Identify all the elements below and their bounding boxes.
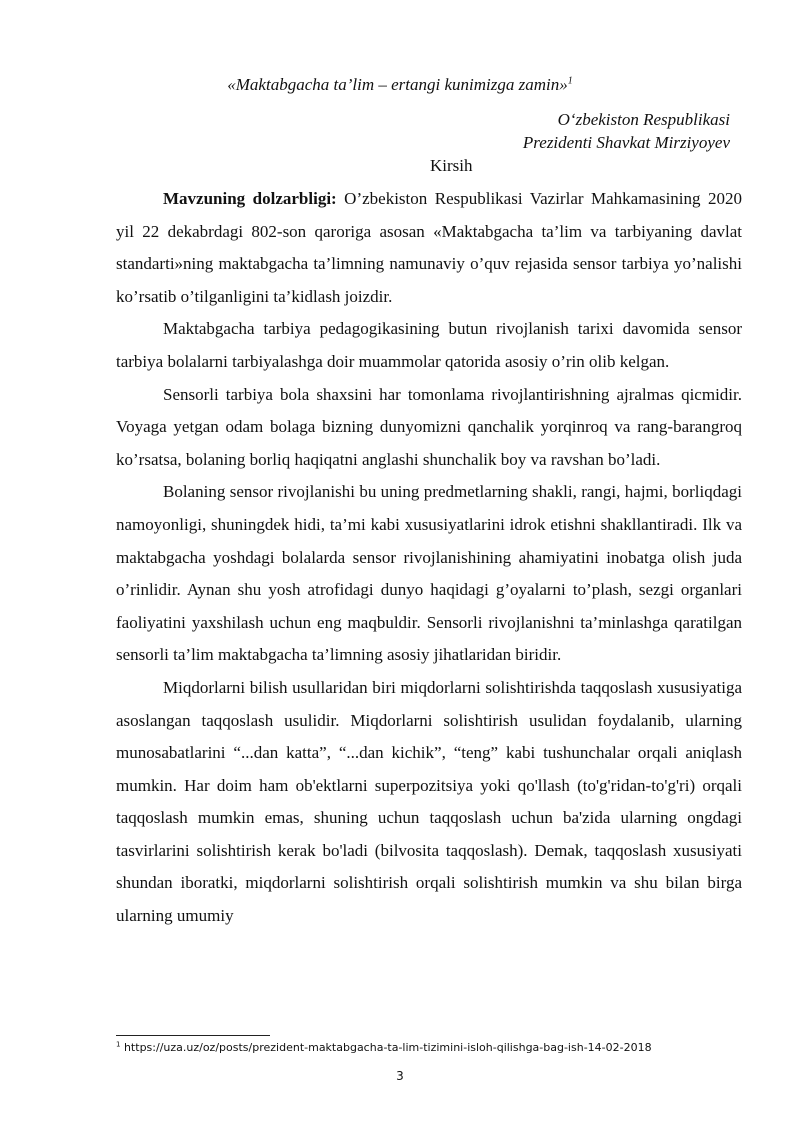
epigraph-attribution — [523, 108, 730, 154]
paragraph-5: Miqdorlarni bilish usullaridan biri miqdorlarni solishtirishda taqqoslash xususiyatiga asoslangan taqqoslash usulidir. Miqdorlarni solishtirish usulidan foydalanib, ularning munosabatlarini “...dan katta”, “...dan kichik”, “teng” kabi tushunchalar orqali aniqlash mumkin. Har doim ham ob'ektlarni superpozitsiya yoki qo'llash (to'g'ridan-to'g'ri) orqali taqqoslash mumkin emas, shuning uchun taqqoslash uchun ba'zida ularning ongdagi tasvirlarini solishtirish kerak bo'ladi (bilvosita taqqoslash). Demak, taqqoslash xususiyati shundan iboratki, miqdorlarni solishtirish orqali solishtirish mumkin va shu bilan birga ularning umumiy — [116, 677, 742, 926]
body-text — [116, 183, 742, 933]
paragraph-3: Sensorli tarbiya bola shaxsini har tomonlama rivojlantirishning ajralmas qicmidir. Voyaga yetgan odam bolaga bizning dunyomizni qanchalik yorqinroq va rang-barangroq ko’rsatsa, bolaning borliq haqiqatni anglashi shunchalik boy va ravshan bo’ladi. — [116, 384, 742, 469]
footnote-link[interactable]: https://uza.uz/oz/posts/prezident-maktabgacha-ta-lim-tizimini-isloh-qilishga-bag-ish-14-02-2018 — [120, 1041, 652, 1054]
footnote — [116, 1041, 652, 1055]
footnote-separator — [116, 1035, 270, 1036]
attribution-line-1: O‘zbekiston Respublikasi — [557, 110, 730, 129]
paragraph-4: Bolaning sensor rivojlanishi bu uning predmetlarning shakli, rangi, hajmi, borliqdagi namoyonligi, shuningdek hidi, ta’mi kabi xususiyatlarini idrok etishni shakllantiradi. Ilk va maktabgacha yoshdagi bolalarda sensor rivojlanishining ahamiyatini inobatga olish juda o’rinlidir. Aynan shu yosh atrofidagi dunyo haqidagi g’oyalarni to’plash, sezgi organlari faoliyatini yaxshilash uchun eng maqbuldir. Sensorli rivojlanishni ta’minlashga qaratilgan sensorli ta’lim maktabgacha ta’limning asosiy jihatlaridan biridir. — [116, 482, 742, 665]
section-title-text: Kirsih — [430, 156, 473, 175]
epigraph — [0, 74, 800, 96]
page-number: 3 — [396, 1069, 404, 1083]
paragraph-1 — [116, 183, 742, 313]
paragraph-1-text: O’zbekiston Respublikasi Vazirlar Mahkamasining 2020 yil 22 dekabrdagi 802-son qaroriga asosan «Maktabgacha ta’lim va tarbiyaning davlat standarti»ning maktabgacha ta’limning namunaviy o’quv rejasida sensor tarbiya yo’nalishi ko’rsatib o’tilganligini ta’kidlash joizdir. — [116, 189, 742, 306]
footnote-mark: 1 — [116, 1040, 121, 1049]
paragraph-1-lead: Mavzuning dolzarbligi: — [163, 189, 337, 208]
epigraph-footnote-mark[interactable]: 1 — [567, 75, 573, 87]
attribution-line-2: Prezidenti Shavkat Mirziyoyev — [522, 133, 730, 152]
epigraph-text: «Maktabgacha ta’lim – ertangi kunimizga zamin» — [227, 75, 568, 94]
paragraph-2: Maktabgacha tarbiya pedagogikasining butun rivojlanish tarixi davomida sensor tarbiya bolalarni tarbiyalashga doir muammolar qatorida asosiy o’rin olib kelgan. — [116, 319, 742, 371]
